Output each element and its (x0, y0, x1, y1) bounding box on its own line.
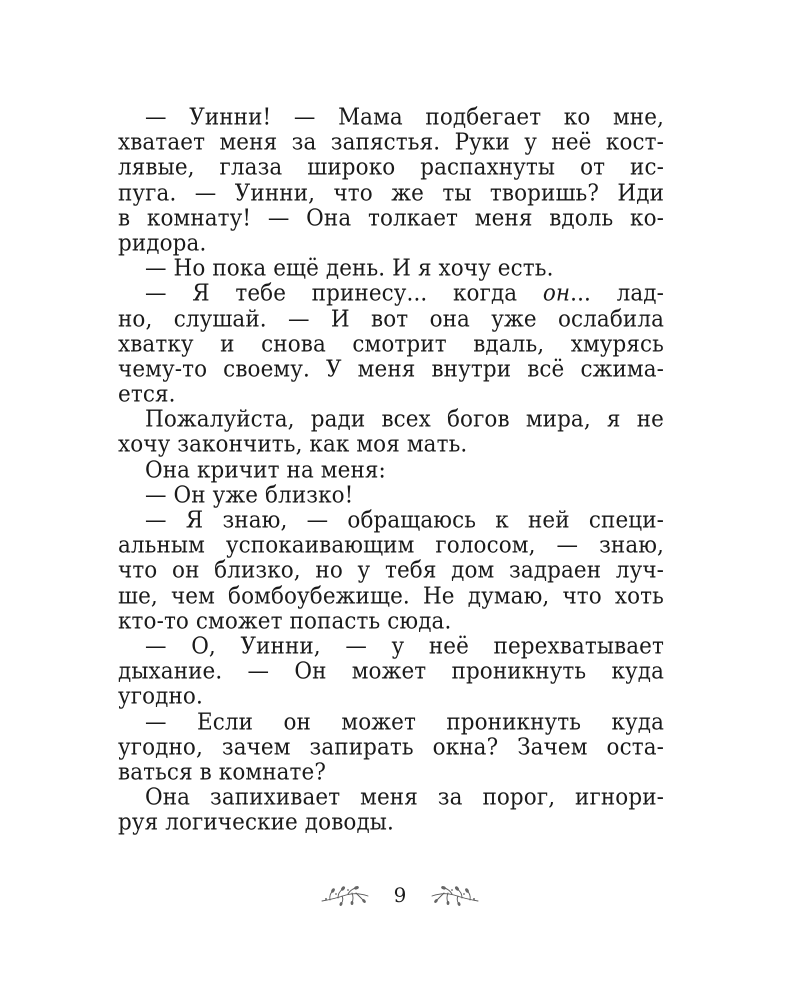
text-line: дыхание. — Он может проникнуть куда (118, 658, 664, 686)
text-line: руя логические доводы. (118, 809, 394, 837)
text-line: Она запихивает меня за порог, игнори- (145, 784, 664, 812)
text-line: кто-то сможет попасть сюда. (118, 607, 452, 635)
floral-vignette-icon (430, 883, 480, 907)
text-line: ваться в комнате? (118, 758, 326, 786)
text-segment: — Я тебе принесу... когда (145, 280, 543, 308)
text-line: но, слушай. — И вот она уже ослабила (118, 305, 664, 333)
text-line: чему-то своему. У меня внутри всё сжима- (118, 355, 664, 383)
text-line: пуга. — Уинни, что же ты творишь? Иди (118, 179, 664, 207)
text-line: — Если он может проникнуть куда (145, 708, 664, 736)
text-line: угодно, зачем запирать окна? Зачем оста- (118, 733, 664, 761)
text-line: ется. (118, 381, 176, 409)
text-line: ридора. (118, 229, 207, 257)
book-page-text (118, 105, 664, 835)
text-line: — Но пока ещё день. И я хочу есть. (145, 255, 554, 283)
page-footer (0, 880, 800, 910)
text-line: — О, Уинни, — у неё перехватывает (145, 632, 664, 660)
text-line: — Уинни! — Мама подбегает ко мне, (145, 103, 664, 131)
text-line: в комнату! — Она толкает меня вдоль ко- (118, 204, 664, 232)
text-line: что он близко, но у тебя дом задраен луч- (118, 557, 664, 585)
text-line: — Он уже близко! (145, 481, 354, 509)
text-line: — Я знаю, — обращаюсь к ней специ- (145, 506, 664, 534)
text-line: Пожалуйста, ради всех богов мира, я не (145, 406, 664, 434)
text-line: хочу закончить, как моя мать. (118, 431, 468, 459)
text-line: Она кричит на меня: (145, 456, 386, 484)
text-segment: ... лад- (570, 280, 664, 308)
text-line: ше, чем бомбоубежище. Не думаю, что хоть (118, 582, 664, 610)
text-line: лявые, глаза широко распахнуты от ис- (118, 154, 664, 182)
text-line: хватку и снова смотрит вдаль, хмурясь (118, 330, 664, 358)
text-line: альным успокаивающим голосом, — знаю, (118, 532, 664, 560)
page-number: 9 (393, 883, 407, 907)
text-line: угодно. (118, 683, 203, 711)
text-line (118, 280, 664, 307)
text-line: хватает меня за запястья. Руки у неё кост- (118, 129, 664, 157)
floral-vignette-icon (320, 883, 370, 907)
emphasized-word: он (542, 280, 571, 308)
